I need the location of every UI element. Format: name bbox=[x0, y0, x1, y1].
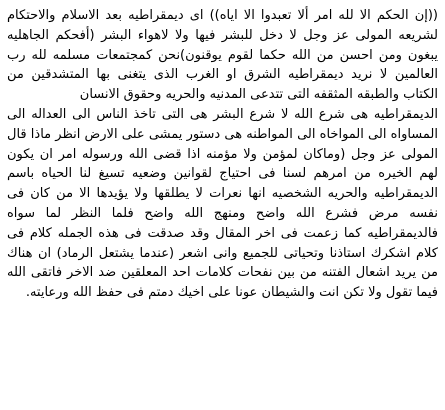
comment-body bbox=[7, 6, 438, 303]
paragraph-1: ((إن الحكم الا لله امر ألا تعبدوا الا اياه)) اى ديمقراطيه بعد الاسلام والاحتكام لشريعه المولى عز وجل لا دخل للبشر فيها ولا لاهواء البشر (أفحكم الجاهليه يبغون ومن احسن من الله حكما لقوم يوقنون)نحن كمجتمعات مسلمه لله رب العالمين لا نريد ديمقراطيه الشرق او الغرب الذى يتغنى بها المتشدقين من الكتاب والطبقه المثقفه التى تتدعى المدنيه والحريه وحقوق الانسان bbox=[7, 8, 438, 103]
paragraph-2: الديمقراطيه هى شرع الله لا شرع البشر هى التى تاخذ الناس الى العداله الى المساواه الى المواخاه الى المواطنه هى دستور يمشى على الارض انظر ماذا قال المولى عز وجل (وماكان لمؤمن ولا مؤمنه اذا قضى الله ورسوله امر ان يكون لهم الخيره من امرهم لسنا فى احتياج لقوانين وضعيه تسيغ لنا الحياه باسم الديمقراطيه والحريه الشخصيه انها نعرات لا يطلقها ولا يؤيدها الا من كان فى نفسه مرض فشرع الله واضح ومنهج الله واضح فلما النظر لما سواه فالديمقراطيه كما زعمت فى اخر المقال وقد صدقت فى هذه الجمله كلام فى كلام اشكرك استاذنا وتحياتى للجميع وانى اشعر (عندما يشتعل الرماد) ان هناك من يريد اشعال الفتنه من بين نفحات كلامات احد المعلقين ضد الاخر فاتقى الله فيما تقول ولا تكن انت والشيطان عونا على اخيك دمتم فى حفظ الله ورعايته. bbox=[7, 106, 438, 301]
